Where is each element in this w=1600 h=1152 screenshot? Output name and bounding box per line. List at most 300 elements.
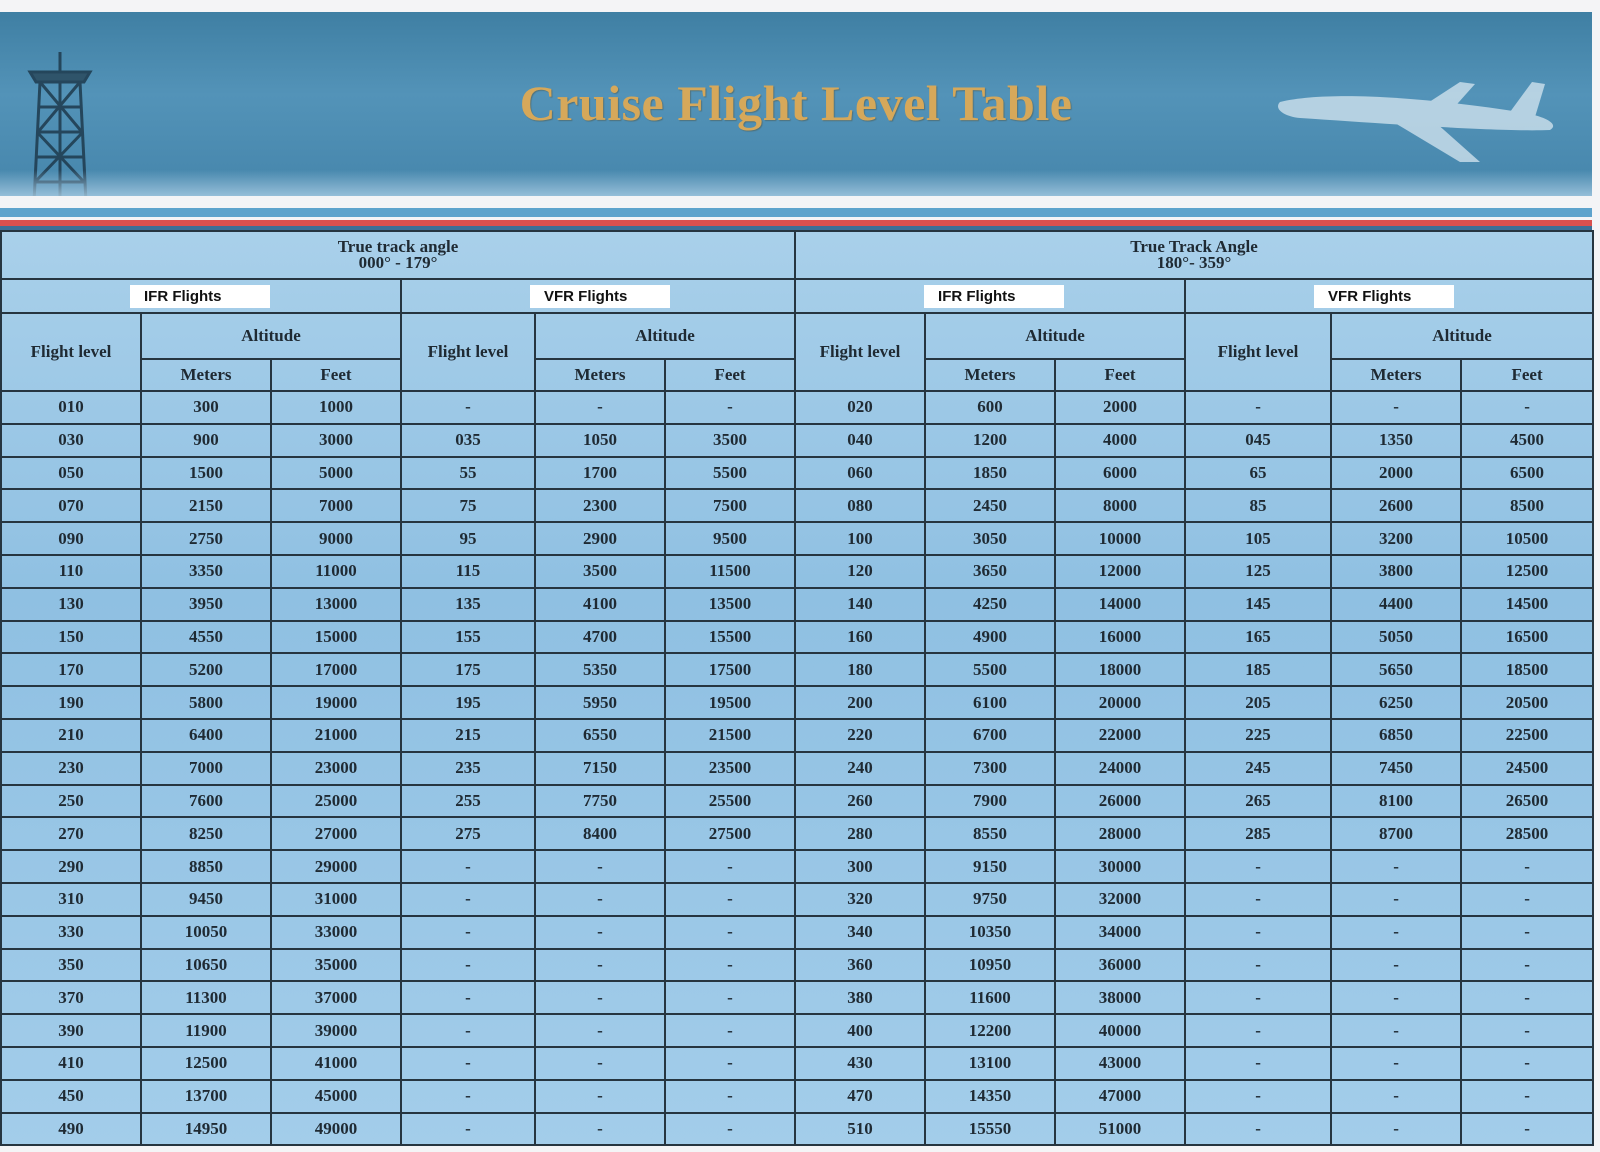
table-cell: 400 [795,1014,925,1047]
table-cell: 5050 [1331,621,1461,654]
table-cell: 4550 [141,621,271,654]
table-row [1,522,1593,555]
table-row [1,752,1593,785]
group-header-180-359 [795,231,1593,279]
table-cell: 410 [1,1047,141,1080]
col-meters: Meters [925,359,1055,391]
table-cell: 11300 [141,981,271,1014]
table-cell: 320 [795,883,925,916]
col-altitude: Altitude [925,313,1185,359]
table-cell: 5500 [925,653,1055,686]
table-row [1,555,1593,588]
table-row [1,719,1593,752]
table-cell: 85 [1185,489,1331,522]
table-cell: - [401,981,535,1014]
table-row [1,621,1593,654]
table-cell: - [665,391,795,424]
table-cell: - [401,1047,535,1080]
table-cell: - [1331,1014,1461,1047]
table-cell: 5350 [535,653,665,686]
table-cell: 8000 [1055,489,1185,522]
table-cell: 4250 [925,588,1055,621]
table-cell: 510 [795,1113,925,1146]
table-cell: 5800 [141,686,271,719]
table-cell: 4400 [1331,588,1461,621]
table-cell: 7450 [1331,752,1461,785]
table-row [1,1113,1593,1146]
table-cell: 255 [401,785,535,818]
subgroup-label: VFR Flights [530,285,670,308]
table-body [1,391,1593,1145]
table-cell: 21500 [665,719,795,752]
table-cell: 135 [401,588,535,621]
table-cell: - [535,391,665,424]
table-row [1,949,1593,982]
table-cell: 240 [795,752,925,785]
table-cell: - [535,883,665,916]
table-cell: 045 [1185,424,1331,457]
table-cell: 115 [401,555,535,588]
subgroup-label: VFR Flights [1314,285,1454,308]
table-cell: 9750 [925,883,1055,916]
table-cell: 38000 [1055,981,1185,1014]
table-cell: 090 [1,522,141,555]
table-cell: 350 [1,949,141,982]
table-cell: - [535,981,665,1014]
table-cell: 7000 [141,752,271,785]
table-cell: 4100 [535,588,665,621]
table-cell: 6100 [925,686,1055,719]
table-row [1,785,1593,818]
table-row [1,489,1593,522]
table-cell: 230 [1,752,141,785]
table-cell: 2750 [141,522,271,555]
table-cell: 275 [401,817,535,850]
table-cell: 1850 [925,457,1055,490]
table-cell: - [1461,850,1593,883]
table-cell: 1700 [535,457,665,490]
table-cell: 7000 [271,489,401,522]
divider-blue [0,208,1592,217]
table-cell: 1200 [925,424,1055,457]
table-cell: 360 [795,949,925,982]
subgroup-label: IFR Flights [130,285,270,308]
header-banner [0,12,1592,196]
table-cell: 23000 [271,752,401,785]
table-cell: 900 [141,424,271,457]
table-cell: 3800 [1331,555,1461,588]
table-cell: 6000 [1055,457,1185,490]
table-cell: 4900 [925,621,1055,654]
table-cell: 050 [1,457,141,490]
table-cell: 12200 [925,1014,1055,1047]
table-cell: 40000 [1055,1014,1185,1047]
table-cell: - [665,916,795,949]
table-cell: - [1331,1080,1461,1113]
table-cell: 10350 [925,916,1055,949]
col-flight-level: Flight level [795,313,925,391]
col-flight-level: Flight level [401,313,535,391]
group-header-000-179 [1,231,795,279]
table-cell: 30000 [1055,850,1185,883]
table-cell: 37000 [271,981,401,1014]
table-cell: 3350 [141,555,271,588]
table-cell: - [1331,949,1461,982]
table-cell: 20500 [1461,686,1593,719]
table-cell: 15000 [271,621,401,654]
table-cell: 14950 [141,1113,271,1146]
table-cell: 200 [795,686,925,719]
table-cell: - [1331,981,1461,1014]
table-cell: - [1331,1113,1461,1146]
table-cell: 33000 [271,916,401,949]
table-cell: 27500 [665,817,795,850]
table-cell: - [401,1080,535,1113]
table-cell: 3500 [665,424,795,457]
table-cell: 3650 [925,555,1055,588]
table-cell: 340 [795,916,925,949]
table-cell: - [665,850,795,883]
table-cell: 280 [795,817,925,850]
table-cell: 100 [795,522,925,555]
table-cell: - [401,916,535,949]
table-cell: - [535,949,665,982]
col-feet: Feet [665,359,795,391]
table-cell: 2000 [1055,391,1185,424]
table-cell: 22500 [1461,719,1593,752]
table-cell: 450 [1,1080,141,1113]
table-row [1,883,1593,916]
table-cell: - [535,1014,665,1047]
table-cell: - [535,850,665,883]
table-cell: 21000 [271,719,401,752]
table-cell: 220 [795,719,925,752]
table-row [1,686,1593,719]
table-cell: 27000 [271,817,401,850]
table-cell: - [1331,391,1461,424]
table-cell: - [665,1113,795,1146]
table-cell: 3000 [271,424,401,457]
table-cell: - [1331,883,1461,916]
table-cell: 4500 [1461,424,1593,457]
table-cell: - [1461,1113,1593,1146]
table-cell: 3500 [535,555,665,588]
table-cell: 16000 [1055,621,1185,654]
table-cell: 5200 [141,653,271,686]
table-cell: 32000 [1055,883,1185,916]
table-cell: - [535,1080,665,1113]
table-cell: 470 [795,1080,925,1113]
table-cell: 12000 [1055,555,1185,588]
table-cell: 25000 [271,785,401,818]
group-range: 000° - 179° [358,253,438,272]
table-cell: 2150 [141,489,271,522]
col-meters: Meters [1331,359,1461,391]
table-cell: 180 [795,653,925,686]
table-row [1,653,1593,686]
table-cell: 190 [1,686,141,719]
table-cell: - [1461,916,1593,949]
table-cell: 3050 [925,522,1055,555]
table-cell: - [1461,883,1593,916]
table-cell: 2600 [1331,489,1461,522]
table-row [1,981,1593,1014]
table-cell: 7900 [925,785,1055,818]
table-cell: 23500 [665,752,795,785]
table-cell: 20000 [1055,686,1185,719]
table-cell: 6850 [1331,719,1461,752]
table-cell: 25500 [665,785,795,818]
subgroup-ifr-west [795,279,1185,313]
table-cell: 18000 [1055,653,1185,686]
subgroup-vfr-east [401,279,795,313]
table-cell: 22000 [1055,719,1185,752]
table-cell: - [1185,949,1331,982]
table-cell: 47000 [1055,1080,1185,1113]
table-cell: 6550 [535,719,665,752]
subgroup-ifr-east [1,279,401,313]
table-cell: 380 [795,981,925,1014]
table-cell: - [1185,850,1331,883]
table-cell: - [665,1014,795,1047]
table-cell: 020 [795,391,925,424]
subgroup-vfr-west [1185,279,1593,313]
table-row [1,850,1593,883]
table-cell: 130 [1,588,141,621]
table-row [1,391,1593,424]
table-cell: 65 [1185,457,1331,490]
table-row [1,424,1593,457]
table-row [1,457,1593,490]
page-title: Cruise Flight Level Table [519,75,1073,131]
table-cell: 1500 [141,457,271,490]
table-cell: 95 [401,522,535,555]
table-cell: 13100 [925,1047,1055,1080]
table-cell: 35000 [271,949,401,982]
table-cell: 2000 [1331,457,1461,490]
table-cell: 10650 [141,949,271,982]
table-cell: 7500 [665,489,795,522]
table-cell: 2300 [535,489,665,522]
table-cell: 175 [401,653,535,686]
table-cell: 12500 [1461,555,1593,588]
table-cell: 6700 [925,719,1055,752]
table-cell: 8400 [535,817,665,850]
table-cell: 170 [1,653,141,686]
table-cell: 19000 [271,686,401,719]
table-cell: 310 [1,883,141,916]
table-cell: 49000 [271,1113,401,1146]
table-cell: 10000 [1055,522,1185,555]
col-altitude: Altitude [141,313,401,359]
table-cell: 160 [795,621,925,654]
table-cell: 7150 [535,752,665,785]
table-cell: 2450 [925,489,1055,522]
table-cell: 9150 [925,850,1055,883]
table-row [1,1047,1593,1080]
table-cell: 17500 [665,653,795,686]
table-cell: 110 [1,555,141,588]
table-cell: - [1185,1113,1331,1146]
table-cell: 55 [401,457,535,490]
table-cell: - [1461,1080,1593,1113]
table-cell: 210 [1,719,141,752]
table-cell: 45000 [271,1080,401,1113]
table-cell: 17000 [271,653,401,686]
table-cell: - [1185,883,1331,916]
table-cell: - [665,981,795,1014]
col-altitude: Altitude [1331,313,1593,359]
table-cell: 15550 [925,1113,1055,1146]
table-cell: 120 [795,555,925,588]
table-cell: - [1461,391,1593,424]
table-cell: 18500 [1461,653,1593,686]
table-cell: 4000 [1055,424,1185,457]
table-cell: 3950 [141,588,271,621]
table-cell: 10950 [925,949,1055,982]
table-cell: - [1185,1080,1331,1113]
table-cell: 13700 [141,1080,271,1113]
table-cell: 3200 [1331,522,1461,555]
col-flight-level: Flight level [1,313,141,391]
table-cell: 13500 [665,588,795,621]
table-cell: 600 [925,391,1055,424]
table-cell: 26500 [1461,785,1593,818]
table-cell: 215 [401,719,535,752]
table-cell: - [1461,949,1593,982]
table-cell: - [665,883,795,916]
table-cell: - [535,1047,665,1080]
table-cell: 28500 [1461,817,1593,850]
table-cell: 430 [795,1047,925,1080]
table-cell: 11500 [665,555,795,588]
table-cell: - [401,391,535,424]
table-cell: - [1331,1047,1461,1080]
table-cell: - [665,1080,795,1113]
table-cell: 195 [401,686,535,719]
table-cell: 39000 [271,1014,401,1047]
table-cell: 36000 [1055,949,1185,982]
table-cell: 390 [1,1014,141,1047]
table-cell: 8500 [1461,489,1593,522]
table-cell: 10050 [141,916,271,949]
table-cell: 290 [1,850,141,883]
table-cell: - [1331,916,1461,949]
col-feet: Feet [1055,359,1185,391]
table-cell: - [1185,981,1331,1014]
table-cell: 14500 [1461,588,1593,621]
table-cell: 14000 [1055,588,1185,621]
table-cell: 6400 [141,719,271,752]
table-cell: 5500 [665,457,795,490]
table-cell: 11900 [141,1014,271,1047]
table-cell: 5950 [535,686,665,719]
table-cell: - [1185,391,1331,424]
table-cell: 010 [1,391,141,424]
table-cell: - [665,1047,795,1080]
table-cell: 300 [795,850,925,883]
table-cell: 43000 [1055,1047,1185,1080]
table-cell: 8100 [1331,785,1461,818]
table-row [1,1080,1593,1113]
table-cell: 9000 [271,522,401,555]
table-cell: - [401,1014,535,1047]
table-cell: - [401,949,535,982]
table-cell: 9500 [665,522,795,555]
table-cell: 11600 [925,981,1055,1014]
table-row [1,588,1593,621]
table-cell: 7300 [925,752,1055,785]
table-cell: 370 [1,981,141,1014]
table-cell: 16500 [1461,621,1593,654]
table-cell: 8250 [141,817,271,850]
table-cell: 250 [1,785,141,818]
table-cell: 8850 [141,850,271,883]
table-cell: 270 [1,817,141,850]
table-cell: 8700 [1331,817,1461,850]
table-cell: 51000 [1055,1113,1185,1146]
table-cell: 8550 [925,817,1055,850]
table-cell: 6500 [1461,457,1593,490]
table-cell: 235 [401,752,535,785]
table-cell: 185 [1185,653,1331,686]
table-cell: 105 [1185,522,1331,555]
table-cell: 75 [401,489,535,522]
table-row [1,817,1593,850]
table-cell: 265 [1185,785,1331,818]
table-cell: 2900 [535,522,665,555]
table-cell: 490 [1,1113,141,1146]
table-cell: 080 [795,489,925,522]
table-row [1,916,1593,949]
table-cell: 41000 [271,1047,401,1080]
table-cell: 31000 [271,883,401,916]
table-cell: - [1185,1047,1331,1080]
col-flight-level: Flight level [1185,313,1331,391]
flight-level-table [0,230,1594,1146]
table-cell: 24500 [1461,752,1593,785]
table-row [1,1014,1593,1047]
table-cell: 14350 [925,1080,1055,1113]
table-cell: 15500 [665,621,795,654]
table-cell: 150 [1,621,141,654]
table-cell: 6250 [1331,686,1461,719]
table-cell: 125 [1185,555,1331,588]
table-cell: - [1185,1014,1331,1047]
group-title: True Track Angle [1130,237,1258,256]
table-cell: 5650 [1331,653,1461,686]
table-cell: 070 [1,489,141,522]
table-cell: 29000 [271,850,401,883]
table-cell: 285 [1185,817,1331,850]
group-range: 180°- 359° [1156,253,1232,272]
col-feet: Feet [271,359,401,391]
table-cell: 7750 [535,785,665,818]
table-cell: 12500 [141,1047,271,1080]
table-cell: 330 [1,916,141,949]
table-cell: 165 [1185,621,1331,654]
table-cell: 300 [141,391,271,424]
table-cell: 13000 [271,588,401,621]
table-cell: - [1185,916,1331,949]
table-cell: - [665,949,795,982]
table-cell: 7600 [141,785,271,818]
table-cell: 19500 [665,686,795,719]
table-cell: - [401,1113,535,1146]
subgroup-label: IFR Flights [924,285,1064,308]
table-cell: - [1461,981,1593,1014]
table-cell: 140 [795,588,925,621]
